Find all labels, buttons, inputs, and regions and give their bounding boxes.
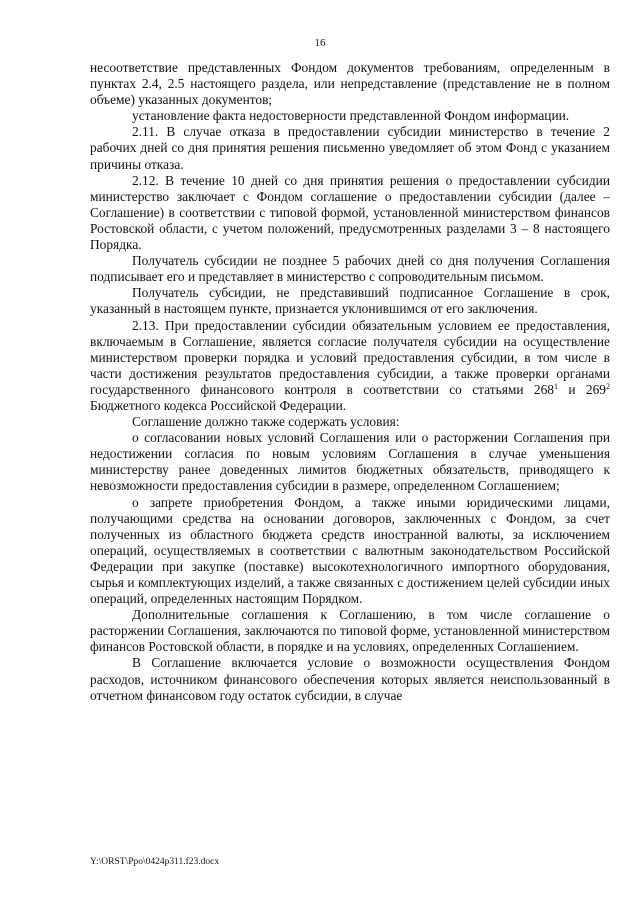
paragraph-condition-currency-ban: о запрете приобретения Фондом, а также иными юридическими лицами, получающими средства на основании договоров, заключенных с Фондом, за счет полученных из областного бюджета средств иностранной валюты, за исключением операций, осуществляемых в соответствии с валютным законодательством Российской Федерации при закупке (поставке) высокотехнологичного импортного оборудования, сырья и комплектующих изделий, а также связанных с достижением целей субсидии иных операций, определенных настоящим Порядком. [90, 494, 610, 607]
paragraph-2-13-middle: и 269 [558, 381, 607, 397]
paragraph-condition-new-terms: о согласовании новых условий Соглашения или о расторжении Соглашения при недостижении согласия по новым условиям Соглашения в случае уменьшения министерству ранее доведенных лимитов бюджетных обязательств, приводящего к невозможности предоставления субсидии в размере, определенном Соглашением; [90, 430, 610, 494]
paragraph-additional-agreements: Дополнительные соглашения к Соглашению, в том числе соглашение о расторжении Соглашения, заключаются по типовой форме, установленной министерством финансов Ростовской области, в порядке и на условиях, определенных Соглашением. [90, 607, 610, 655]
document-body [90, 60, 610, 704]
paragraph-unused-balance: В Соглашение включается условие о возможности осуществления Фондом расходов, источником финансового обеспечения которых является неиспользованный в отчетном финансовом году остаток субсидии, в случае [90, 655, 610, 703]
paragraph-conditions-intro: Соглашение должно также содержать условия: [132, 414, 400, 430]
paragraph-inaccuracy: установление факта недостоверности представленной Фондом информации. [132, 108, 570, 124]
file-path-footer: Y:\ORST\Ppo\0424p311.f23.docx [90, 857, 220, 867]
superscript-1: 1 [554, 381, 559, 391]
paragraph-recipient-evades: Получатель субсидии, не представивший подписанное Соглашение в срок, указанный в настоящем пункте, признается уклонившимся от его заключения. [90, 285, 610, 317]
paragraph-recipient-signs: Получатель субсидии не позднее 5 рабочих дней со дня получения Соглашения подписывает его и представляет в министерство с сопроводительным письмом. [90, 253, 610, 285]
paragraph-nonconformity: несоответствие представленных Фондом документов требованиям, определенным в пунктах 2.4, 2.5 настоящего раздела, или непредставление (представление не в полном объеме) указанных документов; [90, 60, 610, 108]
superscript-2: 2 [606, 381, 611, 391]
paragraph-2-13-text: 2.13. При предоставлении субсидии обязательным условием ее предоставления, включаемым в Соглашение, является согласие получателя субсидии на осуществление министерством проверки порядка и условий предоставления субсидии, в том числе в части достижения результатов предоставления субсидии, а также проверки органами государственного финансового контроля в соответствии со статьями 268 [90, 317, 610, 397]
paragraph-2-13-end: Бюджетного кодекса Российской Федерации. [90, 397, 347, 413]
page-number: 16 [314, 37, 326, 49]
paragraph-2-12: 2.12. В течение 10 дней со дня принятия решения о предоставлении субсидии министерство заключает с Фондом соглашение о предоставлении субсидии (далее – Соглашение) в соответствии с типовой формой, установленной министерством финансов Ростовской области, с учетом положений, предусмотренных разделами 3 – 8 настоящего Порядка. [90, 172, 610, 253]
paragraph-2-11: 2.11. В случае отказа в предоставлении субсидии министерство в течение 2 рабочих дней со дня принятия решения письменно уведомляет об этом Фонд с указанием причины отказа. [90, 124, 610, 172]
paragraph-2-13 [90, 318, 610, 415]
